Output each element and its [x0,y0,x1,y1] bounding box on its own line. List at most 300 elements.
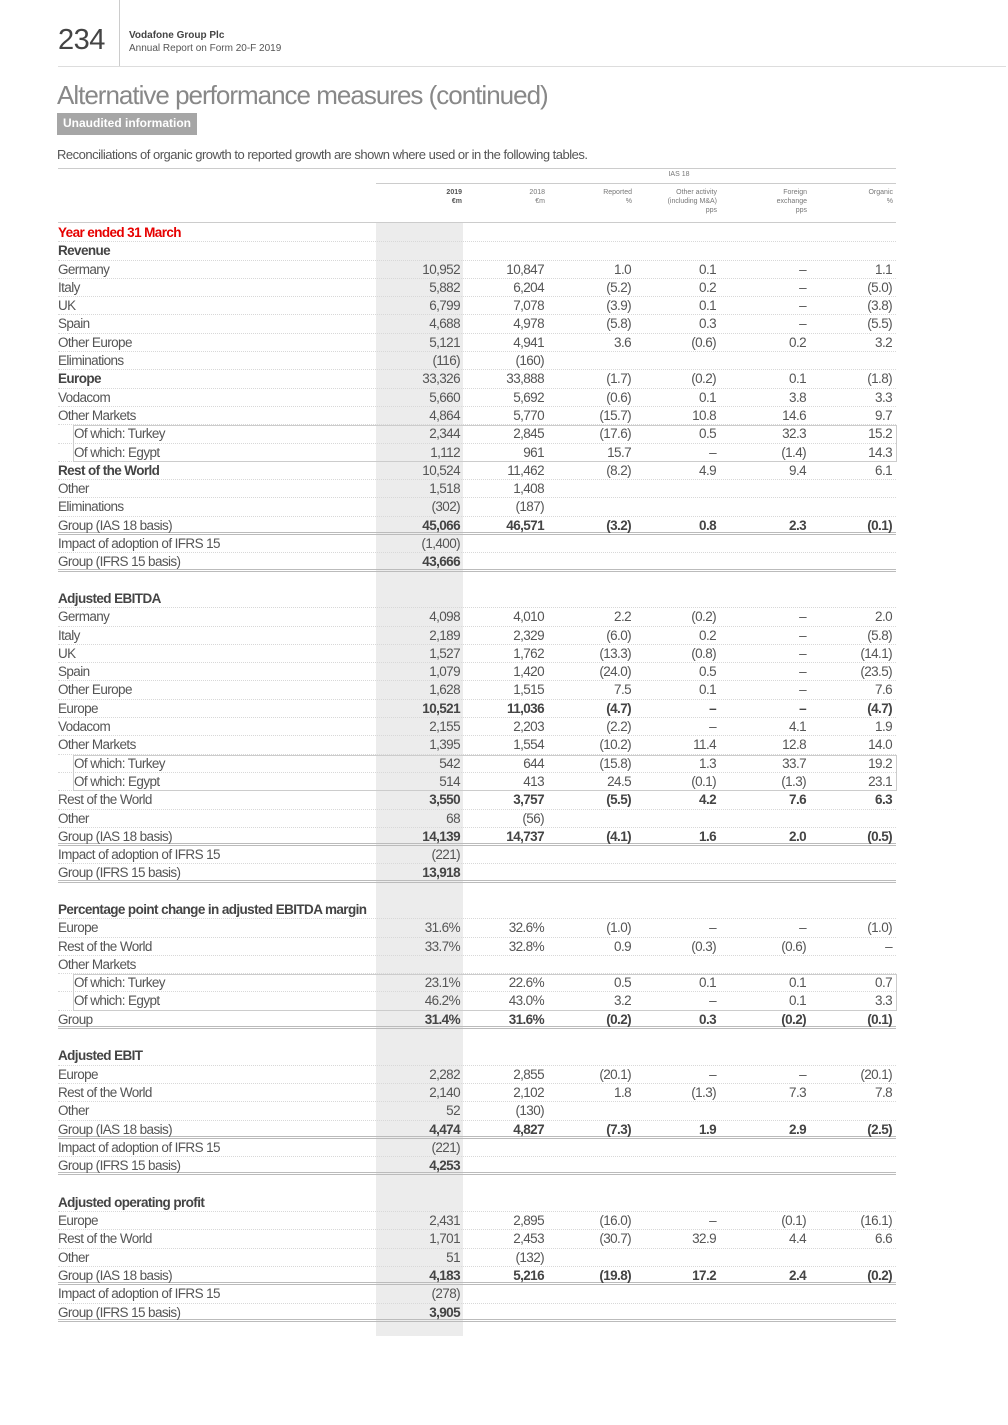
unaudited-badge: Unaudited information [57,113,197,135]
row-label: Group (IFRS 15 basis) [58,865,181,881]
cell-col-0: (116) [432,353,460,369]
table-row [58,755,896,773]
table-row [58,1304,896,1322]
cell-col-0: 1,395 [429,737,460,753]
cell-col-5: (2.5) [867,1121,892,1137]
cell-col-2: 0.9 [614,938,631,954]
cell-col-1: 1,554 [513,737,544,753]
cell-col-0: 33,326 [422,371,460,387]
cell-col-1: 4,010 [513,609,544,625]
cell-col-2: 2.2 [614,609,631,625]
cell-col-5: 7.6 [875,682,892,698]
row-label: Impact of adoption of IFRS 15 [58,847,220,863]
cell-col-1: 2,845 [513,426,544,442]
cell-col-1: (160) [515,353,544,369]
row-label: Group [58,1011,93,1027]
cell-col-2: (10.2) [599,737,631,753]
cell-col-1: 413 [523,773,544,789]
table-row [58,700,896,718]
cell-col-2: (3.2) [606,517,631,533]
cell-col-4: – [799,682,806,698]
cell-col-0: (1,400) [421,536,460,552]
table-row [58,791,896,809]
row-label: Group (IFRS 15 basis) [58,1158,181,1174]
cell-col-0: 3,905 [429,1304,460,1320]
cell-col-0: 6,799 [429,298,460,314]
cell-col-2: (19.8) [599,1267,631,1283]
cell-col-3: (0.1) [691,773,716,789]
cell-col-3: (1.3) [691,1084,716,1100]
cell-col-3: 0.1 [699,389,716,405]
table-row [58,444,896,462]
cell-col-0: 514 [439,773,460,789]
intro-rule [58,168,896,169]
cell-col-3: – [709,920,716,936]
row-label: Of which: Egypt [74,444,160,460]
table-row [58,352,896,370]
cell-col-1: 32.8% [508,938,544,954]
table-row [58,297,896,315]
row-label: Italy [58,627,80,643]
cell-col-3: (0.6) [691,334,716,350]
cell-col-0: 1,527 [429,645,460,661]
row-label: Other Markets [58,737,136,753]
cell-col-1: (130) [515,1103,544,1119]
cell-col-5: (4.7) [867,700,892,716]
cell-col-3: 0.1 [699,682,716,698]
row-label: Group (IFRS 15 basis) [58,1304,181,1320]
cell-col-1: 2,203 [513,719,544,735]
row-label: UK [58,298,76,314]
cell-col-5: 6.3 [875,792,892,808]
cell-col-4: 14.6 [782,407,806,423]
cell-col-2: (5.2) [606,279,631,295]
cell-col-1: 4,941 [513,334,544,350]
table-row [58,1230,896,1248]
cell-col-1: 32.6% [508,920,544,936]
cell-col-3: (0.2) [691,371,716,387]
cell-col-3: 0.1 [699,298,716,314]
cell-col-2: 0.5 [614,975,631,991]
cell-col-4: 3.8 [789,389,806,405]
row-label: Rest of the World [58,938,152,954]
row-label: Other [58,1103,89,1119]
cell-col-5: 9.7 [875,407,892,423]
table-row [58,1249,896,1267]
cell-col-4: 4.1 [789,719,806,735]
cell-col-4: 2.4 [789,1267,806,1283]
cell-col-4: – [799,1066,806,1082]
row-label: Vodacom [58,389,111,405]
cell-col-0: 1,079 [429,664,460,680]
table-row [58,919,896,937]
table-row [58,553,896,571]
cell-col-3: 0.3 [699,1011,716,1027]
cell-col-1: 33,888 [506,371,544,387]
table-row [58,224,896,242]
table-row [58,1029,896,1047]
table-row [58,736,896,754]
section-heading-row [58,242,896,260]
cell-col-1: 43.0% [508,993,544,1009]
cell-col-0: (302) [431,499,460,515]
column-header-line: pps [795,207,807,214]
row-label: Group (IAS 18 basis) [58,517,173,533]
cell-col-0: 4,688 [429,316,460,332]
company-name: Vodafone Group Plc [129,30,225,41]
page-title: Alternative performance measures (continued) [57,80,548,110]
cell-col-5: (16.1) [860,1213,892,1229]
cell-col-1: 4,827 [513,1121,544,1137]
cell-col-4: 7.6 [789,792,806,808]
cell-col-3: – [709,993,716,1009]
cell-col-3: 1.3 [699,755,716,771]
cell-col-1: 31.6% [508,1011,544,1027]
cell-col-0: 45,066 [422,517,460,533]
cell-col-1: 2,453 [513,1231,544,1247]
cell-col-3: 32.9 [692,1231,716,1247]
cell-col-4: 4.4 [789,1231,806,1247]
cell-col-1: 644 [523,755,544,771]
cell-col-4: 32.3 [782,426,806,442]
row-label: Spain [58,664,90,680]
cell-col-3: – [709,700,716,716]
cell-col-2: (0.2) [606,1011,631,1027]
table-row [58,864,896,882]
cell-col-1: (56) [522,810,544,826]
cell-col-5: 2.0 [875,609,892,625]
row-label: Adjusted EBITDA [58,590,161,606]
cell-col-2: 24.5 [607,773,631,789]
table-row [58,1212,896,1230]
cell-col-5: (0.1) [867,1011,892,1027]
cell-col-2: (15.7) [599,407,631,423]
cell-col-3: 0.8 [699,517,716,533]
cell-col-5: (0.2) [867,1267,892,1283]
cell-col-5: 6.6 [875,1231,892,1247]
cell-col-1: 2,329 [513,627,544,643]
row-label: Rest of the World [58,1231,152,1247]
section-heading-row [58,590,896,608]
table-row [58,1121,896,1139]
row-label: Of which: Turkey [74,755,165,771]
row-label: Impact of adoption of IFRS 15 [58,536,220,552]
cell-col-3: 0.5 [699,664,716,680]
table-row [58,1084,896,1102]
cell-col-5: (0.5) [867,828,892,844]
column-header-line: % [625,198,632,205]
cell-col-3: (0.2) [691,609,716,625]
table-row [58,572,896,590]
cell-col-2: 1.8 [614,1084,631,1100]
cell-col-4: (0.6) [781,938,806,954]
cell-col-4: (1.4) [781,444,806,460]
row-label: Rest of the World [58,462,160,478]
cell-col-1: 2,102 [513,1084,544,1100]
column-header-line: Reported [603,189,632,196]
cell-col-3: – [709,1066,716,1082]
cell-col-5: (3.8) [867,298,892,314]
cell-col-3: – [709,1213,716,1229]
cell-col-5: (0.1) [867,517,892,533]
row-label: Germany [58,609,110,625]
row-label: Europe [58,1066,98,1082]
cell-col-3: (0.3) [691,938,716,954]
cell-col-4: – [799,298,806,314]
row-label: Impact of adoption of IFRS 15 [58,1139,220,1155]
row-label: Group (IAS 18 basis) [58,1267,173,1283]
cell-col-3: 10.8 [692,407,716,423]
cell-col-1: 5,216 [513,1267,544,1283]
table-row [58,535,896,553]
cell-col-3: 0.1 [699,261,716,277]
cell-col-0: 10,952 [422,261,460,277]
row-label: Europe [58,371,101,387]
column-header-line: (including M&A) [667,198,717,205]
cell-col-3: 0.1 [699,975,716,991]
column-header-line: exchange [776,198,807,205]
cell-col-2: (5.8) [606,316,631,332]
cell-col-2: (3.9) [606,298,631,314]
row-label: Other [58,481,89,497]
cell-col-2: (5.5) [606,792,631,808]
column-header-line: €m [451,198,462,205]
cell-col-0: 1,701 [429,1231,460,1247]
cell-col-1: 22.6% [508,975,544,991]
table-row [58,517,896,535]
cell-col-0: 2,282 [429,1066,460,1082]
row-label: Other [58,810,89,826]
cell-col-0: 51 [446,1249,460,1265]
cell-col-3: 0.2 [699,279,716,295]
cell-col-2: (7.3) [606,1121,631,1137]
cell-col-4: (0.1) [781,1213,806,1229]
cell-col-5: 14.3 [868,444,892,460]
table-row [58,938,896,956]
cell-col-1: 3,757 [513,792,544,808]
cell-col-0: 3,550 [429,792,460,808]
table-row [58,389,896,407]
column-header-line: Other activity [676,189,717,196]
cell-col-3: 1.9 [699,1121,716,1137]
reconciliation-table [58,224,896,1322]
table-row [58,608,896,626]
table-row [58,645,896,663]
cell-col-4: – [799,279,806,295]
cell-col-0: 31.6% [424,920,460,936]
cell-col-2: (8.2) [606,462,631,478]
cell-col-0: 1,112 [430,444,460,460]
cell-col-0: 542 [439,755,460,771]
header-bottom-rule [58,222,896,223]
cell-col-2: (4.1) [606,828,631,844]
cell-col-3: 1.6 [699,828,716,844]
cell-col-2: (30.7) [599,1231,631,1247]
column-header [529,188,545,206]
row-label: Other Europe [58,334,132,350]
section-heading-row [58,901,896,919]
cell-col-2: 15.7 [607,444,631,460]
table-row [58,315,896,333]
cell-col-2: (1.7) [606,371,631,387]
cell-col-1: (187) [515,499,544,515]
cell-col-0: 2,344 [429,426,460,442]
table-row [58,663,896,681]
cell-col-4: 0.1 [789,993,806,1009]
cell-col-1: (132) [515,1249,544,1265]
cell-col-3: 11.4 [693,737,716,753]
cell-col-5: 23.1 [868,773,892,789]
cell-col-0: 46.2% [424,993,460,1009]
cell-col-5: 3.2 [875,334,892,350]
cell-col-2: (1.0) [606,920,631,936]
row-label: Other Markets [58,407,136,423]
header-divider [119,0,120,66]
cell-col-5: (23.5) [860,664,892,680]
cell-col-1: 1,762 [513,645,544,661]
cell-col-4: 0.1 [789,371,806,387]
table-row [58,425,896,443]
cell-col-1: 1,515 [513,682,544,698]
cell-col-0: 10,521 [422,700,460,716]
cell-col-3: – [709,444,716,460]
ias18-group-header: IAS 18 [668,171,690,178]
cell-col-0: 4,864 [429,407,460,423]
row-label: Rest of the World [58,1084,152,1100]
cell-col-2: (17.6) [599,426,631,442]
cell-col-0: 4,474 [429,1121,460,1137]
cell-col-5: 14.0 [868,737,892,753]
cell-col-0: 5,882 [429,279,460,295]
row-label: Percentage point change in adjusted EBITDA margin [58,901,367,917]
column-header-line: pps [705,207,717,214]
column-header-line: Foreign [783,189,807,196]
cell-col-4: 0.2 [789,334,806,350]
cell-col-0: 2,140 [429,1084,460,1100]
column-header-line: Organic [868,189,893,196]
cell-col-1: 5,770 [513,407,544,423]
cell-col-5: 7.8 [875,1084,892,1100]
ias18-rule [376,183,896,184]
cell-col-5: 1.1 [875,261,892,277]
row-label: Europe [58,700,98,716]
column-header-line: €m [535,198,545,205]
cell-col-4: 7.3 [789,1084,806,1100]
cell-col-4: – [799,316,806,332]
cell-col-5: (5.5) [867,316,892,332]
column-header [668,188,717,215]
cell-col-4: (0.2) [781,1011,806,1027]
cell-col-4: – [799,700,806,716]
column-header [868,188,893,206]
cell-col-0: 43,666 [422,554,460,570]
cell-col-5: (1.8) [867,371,892,387]
table-row [58,828,896,846]
cell-col-0: 68 [446,810,460,826]
cell-col-5: (5.0) [867,279,892,295]
column-header [777,188,807,215]
cell-col-5: (20.1) [860,1066,892,1082]
table-row [58,883,896,901]
cell-col-2: (6.0) [606,627,631,643]
table-row [58,974,896,992]
table-row [58,1157,896,1175]
cell-col-2: (13.3) [599,645,631,661]
header-rule [58,66,1006,67]
page-number: 234 [58,24,105,56]
cell-col-2: (4.7) [606,700,631,716]
cell-col-4: 9.4 [789,462,806,478]
table-row [58,498,896,516]
cell-col-2: 3.2 [614,993,631,1009]
row-label: Group (IAS 18 basis) [58,828,173,844]
table-row [58,1102,896,1120]
cell-col-4: – [799,645,806,661]
table-row [58,810,896,828]
cell-col-1: 10,847 [506,261,544,277]
table-row [58,1175,896,1193]
row-label: Group (IFRS 15 basis) [58,554,181,570]
row-label: Spain [58,316,90,332]
cell-col-5: 3.3 [875,389,892,405]
table-row [58,718,896,736]
cell-col-1: 2,855 [513,1066,544,1082]
intro-text: Reconciliations of organic growth to reported growth are shown where used or in the following tables. [57,147,588,162]
cell-col-4: 2.0 [789,828,806,844]
cell-col-0: (278) [431,1286,460,1302]
cell-col-3: – [709,719,716,735]
cell-col-4: – [799,627,806,643]
row-label: Europe [58,920,98,936]
cell-col-3: 4.9 [699,462,716,478]
cell-col-2: (24.0) [599,664,631,680]
cell-col-5: 15.2 [868,426,892,442]
cell-col-4: 0.1 [789,975,806,991]
row-label: Other Markets [58,956,136,972]
table-row [58,1267,896,1285]
cell-col-0: 52 [446,1103,460,1119]
row-label: Italy [58,279,80,295]
cell-col-0: (221) [431,1139,460,1155]
cell-col-3: 0.5 [699,426,716,442]
cell-col-1: 2,895 [513,1213,544,1229]
cell-col-3: 0.2 [699,627,716,643]
table-row [58,627,896,645]
table-row [58,480,896,498]
row-label: Adjusted operating profit [58,1194,205,1210]
row-label: Of which: Egypt [74,993,160,1009]
table-row [58,681,896,699]
cell-col-1: 4,978 [513,316,544,332]
cell-col-5: 3.3 [875,993,892,1009]
column-header-line: % [886,198,893,205]
cell-col-0: 5,121 [429,334,460,350]
table-row [58,370,896,388]
row-label: Group (IAS 18 basis) [58,1121,173,1137]
row-label: Other [58,1249,89,1265]
row-label: Of which: Turkey [74,975,165,991]
row-label: Year ended 31 March [58,225,181,240]
cell-col-0: 1,628 [429,682,460,698]
table-row [58,956,896,974]
cell-col-1: 1,420 [513,664,544,680]
cell-col-5: (1.0) [867,920,892,936]
cell-col-0: 5,660 [429,389,460,405]
cell-col-0: 4,183 [429,1267,460,1283]
row-label: Other Europe [58,682,132,698]
table-row [58,1285,896,1303]
cell-col-2: (20.1) [599,1066,631,1082]
